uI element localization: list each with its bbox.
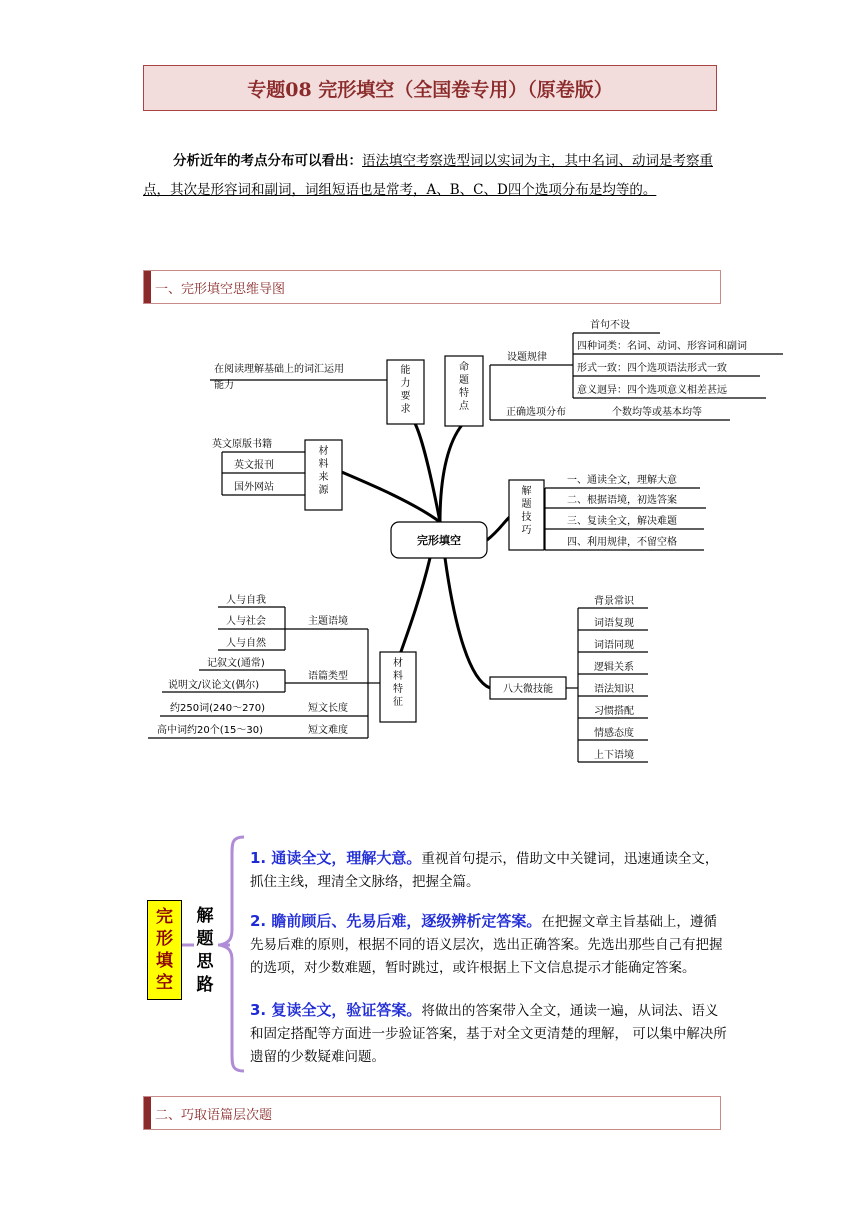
ability-desc-1: 在阅读理解基础上的词汇运用: [214, 364, 344, 375]
difficulty-label: 短文难度: [308, 725, 348, 736]
rule-item: 四种词类：名词、动词、形容词和副词: [577, 341, 747, 352]
branch-skills: [487, 515, 512, 540]
ability-node-label-char: 求: [400, 404, 411, 415]
rules-label: 设题规律: [507, 352, 547, 363]
skills-node-label-char: 技: [521, 512, 532, 523]
length-label: 短文长度: [308, 703, 348, 714]
features-node-label-char: 命: [459, 362, 469, 373]
topic-item: 人与自然: [226, 638, 266, 649]
ability-desc-2: 能力: [214, 380, 234, 391]
branch-micro: [445, 558, 490, 688]
approach-label-char: 题: [196, 929, 214, 949]
features-node-label-char: 题: [459, 375, 469, 386]
topic-label: 主题语境: [308, 616, 348, 627]
approach-step-1: [250, 847, 728, 894]
material-node-label-char: 料: [393, 671, 403, 682]
approach-title-char: 完: [156, 907, 173, 927]
skill-item: 一、通读全文，理解大意: [567, 475, 677, 486]
mind-map: [0, 300, 860, 780]
branch-sources: [337, 470, 440, 522]
center-node-label: 完形填空: [417, 534, 461, 547]
material-node-label-char: 材: [393, 658, 403, 669]
source-item: 英文报刊: [234, 460, 274, 471]
ability-node-label-char: 能: [400, 365, 411, 376]
dist-label: 正确选项分布: [506, 407, 566, 418]
section-heading-mindmap: [143, 270, 721, 304]
page-title: 专题08 完形填空（全国卷专用）（原卷版）: [143, 65, 717, 111]
rule-item: 首句不设: [590, 320, 630, 331]
step-body: 在把握文章主旨基础上，遵循先易后难的原则，根据不同的语义层次，选出正确答案。先选出那些自己有把握的选项，对少数难题，暂时跳过，或许根据上下文信息提示才能确定答案。: [250, 914, 723, 976]
topic-item: 人与社会: [226, 616, 266, 627]
section-bar: [144, 1097, 151, 1129]
micro-item: 语法知识: [594, 684, 634, 695]
intro-lead: 分析近年的考点分布可以看出：: [173, 153, 362, 169]
skill-item: 二、根据语境，初选答案: [567, 495, 677, 506]
step-body: 重视首句提示，借助文中关键词，迅速通读全文，抓住主线，理清全文脉络，把握全篇。: [250, 851, 719, 890]
step-heading: 1. 通读全文，理解大意。: [250, 849, 422, 867]
approach-label-char: 路: [196, 975, 214, 995]
skill-item: 四、利用规律，不留空格: [567, 537, 677, 548]
step-heading: 3. 复读全文，验证答案。: [250, 1001, 422, 1019]
sources-node-label-char: 源: [318, 485, 329, 496]
rule-item: 形式一致：四个选项语法形式一致: [577, 363, 727, 374]
section-heading-layers: [143, 1096, 721, 1130]
branch-material: [398, 558, 430, 660]
micro-node-label: 八大微技能: [503, 684, 553, 695]
rule-item: 意义迥异：四个选项意义相差甚远: [577, 385, 727, 396]
features-node-label-char: 点: [459, 401, 469, 412]
source-item: 国外网站: [234, 482, 274, 493]
intro-paragraph: [143, 147, 717, 205]
type-label: 语篇类型: [308, 671, 348, 682]
skills-node-label-char: 题: [521, 499, 532, 510]
sources-node-label-char: 材: [318, 446, 329, 457]
approach-title-char: 空: [156, 973, 173, 993]
section-heading-text: 一、完形填空思维导图: [155, 281, 286, 297]
approach-label-char: 解: [196, 906, 214, 926]
step-heading: 2. 瞻前顾后、先易后难，逐级辨析定答案。: [250, 912, 542, 930]
source-item: 英文原版书籍: [212, 439, 272, 450]
approach-label-char: 思: [196, 952, 214, 972]
skill-item: 三、复读全文，解决难题: [567, 516, 677, 527]
type-item: 记叙文(通常): [207, 658, 265, 669]
step-body: 将做出的答案带入全文，通读一遍，从词法、语义和固定搭配等方面进一步验证答案，基于对全文更清楚的理解， 可以集中解决所遗留的少数疑难问题。: [250, 1003, 727, 1065]
skills-node-label-char: 解: [521, 486, 532, 497]
approach-title-box: [147, 900, 182, 1000]
approach-label: [192, 905, 218, 997]
dist-value: 个数均等或基本均等: [612, 407, 702, 418]
skills-node-label-char: 巧: [521, 525, 532, 536]
material-node-label-char: 征: [393, 697, 403, 708]
material-node-label-char: 特: [393, 684, 403, 695]
micro-item: 背景常识: [594, 596, 634, 607]
sources-node-label-char: 料: [318, 459, 329, 470]
difficulty-value: 高中词约20个(15～30): [157, 725, 263, 736]
micro-item: 习惯搭配: [594, 706, 634, 717]
topic-item: 人与自我: [226, 595, 266, 606]
micro-item: 逻辑关系: [594, 662, 634, 673]
branch-features: [440, 425, 462, 522]
intro-text: 语法填空考察选型词以实词为主，其中名词、动词是考察重点，其次是形容词和副词，词组短语也是常考，A、B、C、D四个选项分布是均等的。: [143, 153, 713, 198]
micro-item: 词语同现: [594, 640, 634, 651]
approach-step-3: [250, 999, 728, 1069]
approach-title-char: 填: [156, 951, 173, 971]
micro-item: 上下语境: [594, 750, 634, 761]
section-bar: [144, 271, 151, 303]
approach-step-2: [250, 910, 728, 980]
features-node-label-char: 特: [459, 388, 469, 399]
approach-title-char: 形: [156, 929, 173, 949]
section-heading-text: 二、巧取语篇层次题: [155, 1107, 273, 1123]
micro-item: 情感态度: [594, 728, 634, 739]
ability-node-label-char: 力: [400, 378, 411, 389]
micro-item: 词语复现: [594, 618, 634, 629]
ability-node-label-char: 要: [400, 391, 411, 402]
length-value: 约250词(240～270): [170, 703, 266, 714]
sources-node-label-char: 来: [318, 472, 329, 483]
type-item: 说明文/议论文(偶尔): [168, 680, 260, 691]
